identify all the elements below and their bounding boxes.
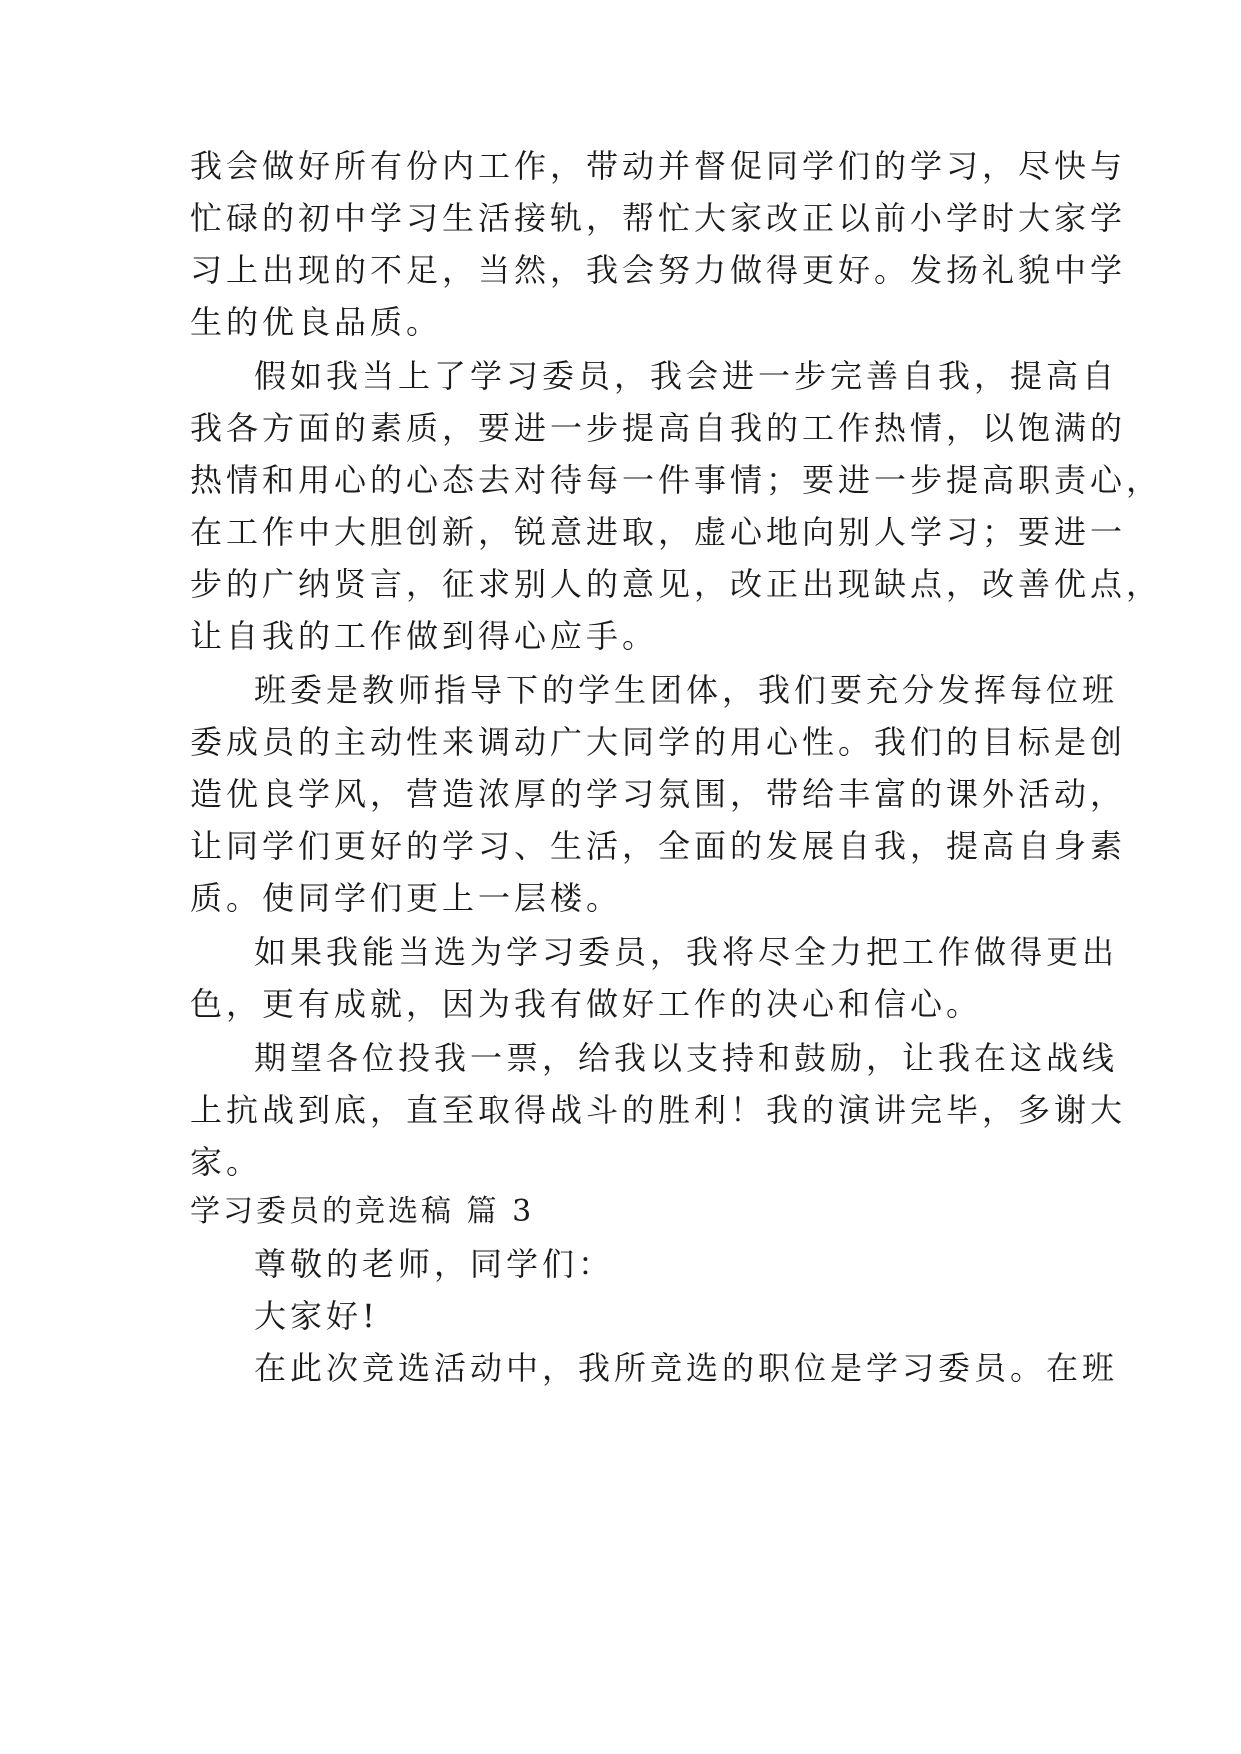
paragraph-line: 委成员的主动性来调动广大同学的用心性。我们的目标是创 xyxy=(190,723,1127,761)
paragraph-line: 质。使同学们更上一层楼。 xyxy=(190,879,623,917)
paragraph-line: 班委是教师指导下的学生团体，我们要充分发挥每位班 xyxy=(254,671,1119,709)
paragraph-line: 我会做好所有份内工作，带动并督促同学们的学习，尽快与 xyxy=(190,147,1127,185)
paragraph-line: 步的广纳贤言，征求别人的意见，改正出现缺点，改善优点， xyxy=(190,565,1163,603)
paragraph-line: 造优良学风，营造浓厚的学习氛围，带给丰富的课外活动， xyxy=(190,775,1127,813)
paragraph-line: 期望各位投我一票，给我以支持和鼓励，让我在这战线 xyxy=(254,1039,1119,1077)
section-heading: 学习委员的竞选稿 篇 3 xyxy=(190,1194,535,1229)
paragraph-line: 热情和用心的心态去对待每一件事情；要进一步提高职责心， xyxy=(190,461,1163,499)
greeting-line: 大家好! xyxy=(254,1297,379,1335)
paragraph-line: 如果我能当选为学习委员，我将尽全力把工作做得更出 xyxy=(254,933,1119,971)
paragraph-line: 色，更有成就，因为我有做好工作的决心和信心。 xyxy=(190,985,983,1023)
paragraph-line: 在此次竞选活动中，我所竞选的职位是学习委员。在班 xyxy=(254,1349,1119,1387)
paragraph-line: 让自我的工作做到得心应手。 xyxy=(190,617,659,655)
paragraph-line: 忙碌的初中学习生活接轨，帮忙大家改正以前小学时大家学 xyxy=(190,199,1127,237)
paragraph-line: 生的优良品质。 xyxy=(190,303,443,341)
paragraph-line: 让同学们更好的学习、生活，全面的发展自我，提高自身素 xyxy=(190,827,1127,865)
greeting-line: 尊敬的老师，同学们： xyxy=(254,1245,615,1283)
paragraph-line: 在工作中大胆创新，锐意进取，虚心地向别人学习；要进一 xyxy=(190,513,1127,551)
paragraph-line: 上抗战到底，直至取得战斗的胜利！我的演讲完毕，多谢大 xyxy=(190,1091,1127,1129)
paragraph-line: 假如我当上了学习委员，我会进一步完善自我，提高自 xyxy=(254,357,1119,395)
paragraph-line: 我各方面的素质，要进一步提高自我的工作热情，以饱满的 xyxy=(190,409,1127,447)
paragraph-line: 习上出现的不足，当然，我会努力做得更好。发扬礼貌中学 xyxy=(190,251,1127,289)
paragraph-line: 家。 xyxy=(190,1143,263,1181)
